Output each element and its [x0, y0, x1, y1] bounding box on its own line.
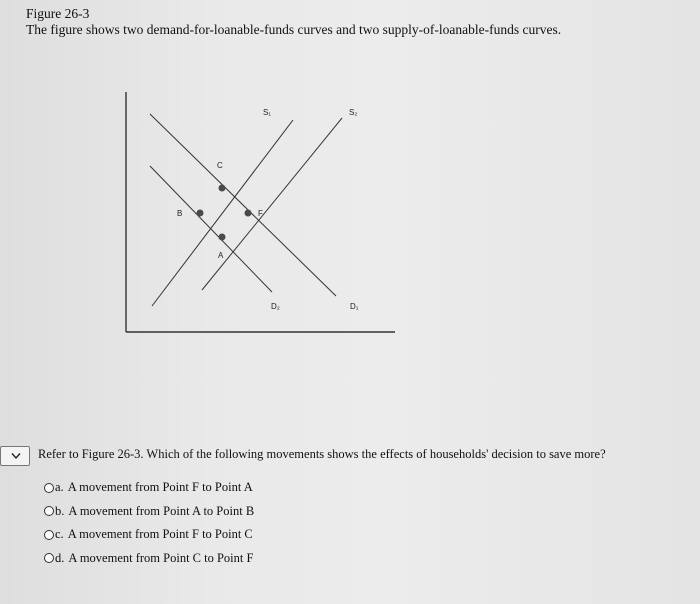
option-text: A movement from Point A to Point B	[68, 503, 255, 518]
question-text: Refer to Figure 26-3. Which of the following movements shows the effects of households' decision to save more?	[38, 447, 606, 461]
option-text: A movement from Point C to Point F	[68, 550, 254, 565]
figure-caption: The figure shows two demand-for-loanable-funds curves and two supply-of-loanable-funds curves.	[26, 22, 562, 37]
radio-c[interactable]	[44, 530, 54, 540]
option-letter: b.	[55, 503, 65, 518]
point-b	[197, 210, 204, 217]
point-label-c: C	[217, 161, 223, 170]
label-s1: S₁	[263, 108, 272, 117]
supply-curve-s2	[202, 118, 342, 290]
demand-curve-d1	[150, 114, 336, 296]
figure-title: Figure 26-3	[26, 6, 90, 21]
point-label-f: F	[258, 209, 263, 218]
answer-options	[44, 476, 254, 570]
option-b[interactable]	[44, 500, 254, 524]
point-label-a: A	[218, 251, 224, 260]
option-letter: a.	[55, 480, 64, 495]
demand-curve-d2	[150, 166, 272, 292]
option-a[interactable]	[44, 476, 254, 500]
radio-a[interactable]	[44, 483, 54, 493]
option-d[interactable]	[44, 547, 254, 571]
option-c[interactable]	[44, 523, 254, 547]
point-c	[219, 185, 226, 192]
label-d2: D₂	[271, 302, 280, 311]
option-text: A movement from Point F to Point C	[67, 527, 253, 542]
option-letter: d.	[55, 550, 65, 565]
point-f	[245, 210, 252, 217]
point-a	[219, 234, 226, 241]
collapse-toggle-button[interactable]	[0, 446, 30, 466]
chevron-down-icon	[11, 452, 21, 460]
label-d1: D₁	[350, 302, 359, 311]
option-text: A movement from Point F to Point A	[67, 480, 253, 495]
radio-d[interactable]	[44, 553, 54, 563]
supply-curve-s1	[152, 120, 293, 306]
label-s2: S₂	[349, 108, 358, 117]
point-label-b: B	[177, 209, 183, 218]
radio-b[interactable]	[44, 506, 54, 516]
option-letter: c.	[55, 527, 64, 542]
